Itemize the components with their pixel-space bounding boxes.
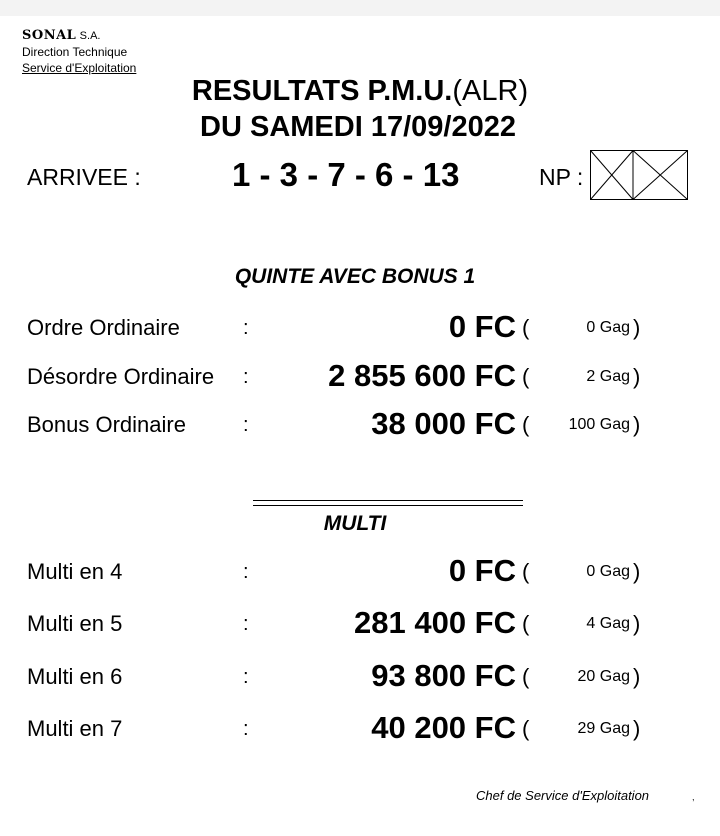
page-subtitle: DU SAMEDI 17/09/2022 bbox=[200, 111, 516, 143]
row-colon: : bbox=[243, 317, 249, 339]
row-paren-open: ( bbox=[522, 611, 530, 636]
row-label: Multi en 5 bbox=[27, 611, 123, 636]
row-paren-close: ) bbox=[633, 315, 641, 340]
footer-mark: , bbox=[692, 792, 695, 802]
row-colon: : bbox=[243, 718, 249, 740]
row-label: Multi en 6 bbox=[27, 664, 123, 689]
quinte-row bbox=[0, 404, 720, 444]
row-paren-open: ( bbox=[522, 364, 530, 389]
service: Service d'Exploitation bbox=[22, 61, 137, 75]
row-paren-close: ) bbox=[633, 611, 641, 636]
row-gagnants: 2 Gag bbox=[586, 368, 630, 385]
row-paren-close: ) bbox=[633, 412, 641, 437]
arrivee-numbers: 1 - 3 - 7 - 6 - 13 bbox=[232, 156, 460, 193]
row-amount: 0 FC bbox=[448, 309, 516, 344]
multi-row bbox=[0, 708, 720, 748]
quinte-section-title: QUINTE AVEC BONUS 1 bbox=[234, 265, 476, 288]
multi-row bbox=[0, 603, 720, 643]
row-amount: 281 400 FC bbox=[354, 605, 516, 640]
row-gagnants: 0 Gag bbox=[586, 563, 630, 580]
row-label: Désordre Ordinaire bbox=[27, 364, 215, 389]
row-amount: 40 200 FC bbox=[371, 710, 516, 745]
row-paren-open: ( bbox=[522, 664, 530, 689]
row-gagnants: 29 Gag bbox=[577, 720, 630, 737]
title-suffix: (ALR) bbox=[452, 75, 529, 107]
row-label: Bonus Ordinaire bbox=[27, 412, 186, 437]
row-paren-close: ) bbox=[633, 716, 641, 741]
row-gagnants: 4 Gag bbox=[586, 615, 630, 632]
row-colon: : bbox=[243, 666, 249, 688]
row-colon: : bbox=[243, 613, 249, 635]
row-gagnants: 20 Gag bbox=[577, 668, 630, 685]
row-colon: : bbox=[243, 366, 249, 388]
row-label: Multi en 4 bbox=[27, 559, 123, 584]
arrivee-label: ARRIVEE : bbox=[27, 164, 141, 190]
row-gagnants: 100 Gag bbox=[568, 416, 630, 433]
top-bar bbox=[0, 0, 720, 16]
row-amount: 38 000 FC bbox=[371, 406, 516, 441]
row-paren-open: ( bbox=[522, 315, 530, 340]
org-name: SONAL bbox=[22, 28, 77, 43]
multi-section-title: MULTI bbox=[323, 512, 387, 535]
np-crossed-boxes bbox=[590, 150, 688, 200]
row-label: Ordre Ordinaire bbox=[27, 315, 180, 340]
row-paren-close: ) bbox=[633, 664, 641, 689]
row-amount: 93 800 FC bbox=[371, 658, 516, 693]
multi-row bbox=[0, 656, 720, 696]
signature-line: Chef de Service d'Exploitation bbox=[476, 788, 650, 803]
row-amount: 0 FC bbox=[448, 553, 516, 588]
org-suffix: S.A. bbox=[79, 30, 101, 42]
org-header bbox=[22, 27, 136, 76]
row-paren-open: ( bbox=[522, 412, 530, 437]
row-label: Multi en 7 bbox=[27, 716, 123, 741]
title-main: RESULTATS P.M.U. bbox=[191, 75, 453, 107]
quinte-row bbox=[0, 307, 720, 347]
row-paren-close: ) bbox=[633, 364, 641, 389]
department: Direction Technique bbox=[22, 45, 128, 59]
row-colon: : bbox=[243, 414, 249, 436]
row-paren-open: ( bbox=[522, 559, 530, 584]
quinte-row bbox=[0, 356, 720, 396]
row-colon: : bbox=[243, 561, 249, 583]
multi-row bbox=[0, 551, 720, 591]
row-paren-open: ( bbox=[522, 716, 530, 741]
row-gagnants: 0 Gag bbox=[586, 319, 630, 336]
np-label: NP : bbox=[539, 164, 584, 190]
section-divider bbox=[253, 500, 523, 506]
row-amount: 2 855 600 FC bbox=[328, 358, 516, 393]
page-title bbox=[0, 73, 720, 109]
row-paren-close: ) bbox=[633, 559, 641, 584]
